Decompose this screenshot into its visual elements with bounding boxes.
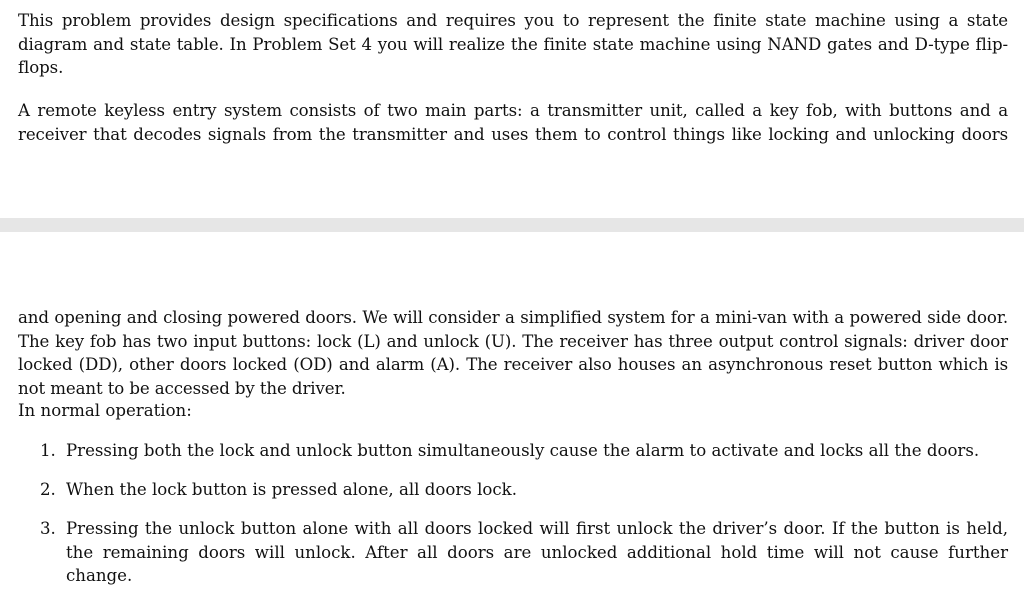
list-item-text: Pressing both the lock and unlock button simultaneously cause the alarm to activate and locks all the doors. [66, 441, 980, 460]
list-item [40, 439, 1008, 463]
list-item [40, 478, 1008, 502]
list-item-number: 3. [40, 519, 56, 539]
list-item [40, 517, 1008, 588]
system-description-paragraph-continued: and opening and closing powered doors. We will consider a simplified system for a mini-van with a powered side door. The key fob has two input buttons: lock (L) and unlock (U). The receiver has three output control signals: driver door locked (DD), other doors locked (OD) and alarm (A). The receiver also houses an asynchronous reset button which is not meant to be accessed by the driver. [18, 308, 1008, 398]
list-item-number: 1. [40, 441, 56, 460]
list-item-text: When the lock button is pressed alone, all doors lock. [66, 480, 517, 500]
intro-paragraph: This problem provides design specifications and requires you to represent the finite state machine using a state diagram and state table. In Problem Set 4 you will realize the finite state machine using NAND gates and D-type flip-flops. [18, 11, 1008, 78]
system-description-paragraph-start: A remote keyless entry system consists of two main parts: a transmitter unit, called a key fob, with buttons and a receiver that decodes signals from the transmitter and uses them to control things like locking and unlocking doors [18, 101, 1008, 144]
list-item-text: Pressing the unlock button alone with all doors locked will first unlock the driver’s door. If the button is held, the remaining doors will unlock. After all doors are unlocked additional hold time will not cause further change. [66, 519, 1008, 586]
page-break-band [0, 218, 1024, 232]
normal-operation-heading: In normal operation: [18, 401, 192, 420]
document-top-section [0, 0, 1024, 218]
list-item-number: 2. [40, 480, 56, 500]
operation-rules-list [40, 439, 1008, 603]
